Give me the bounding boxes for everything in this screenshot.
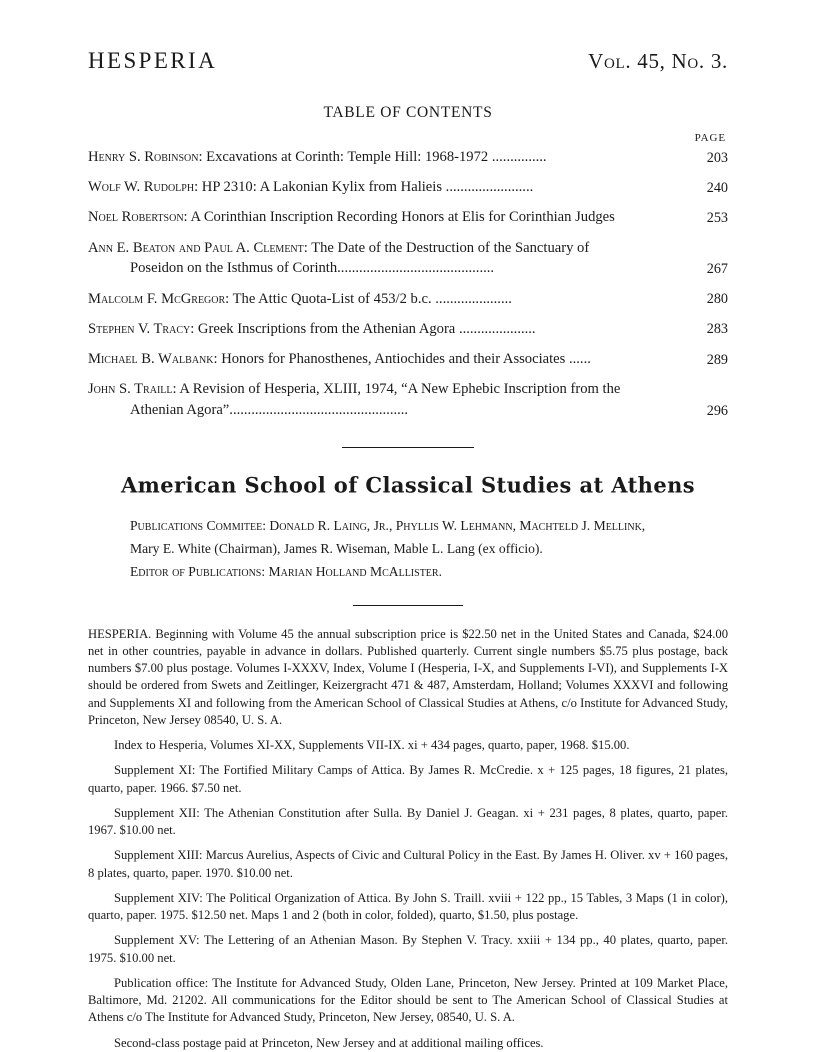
toc-entry-title: : HP 2310: A Lakonian Kylix from Halieis (194, 179, 443, 196)
toc-entry-author: John S. Traill (88, 381, 173, 398)
supplement-xiv-listing: Supplement XIV: The Political Organization of Attica. By John S. Traill. xviii + 122 pp., 15 Tables, 3 Maps (1 in color), quarto, paper. 1975. $12.50 net. Maps 1 and 2 (both in color, folded), quarto, $1.50, plus postage. (88, 890, 728, 923)
toc-leader-dots: ..................... (435, 290, 512, 307)
index-listing: Index to Hesperia, Volumes XI-XX, Supplements VII-IX. xi + 434 pages, quarto, paper, 1968. $15.00. (114, 738, 630, 753)
table-of-contents-heading: TABLE OF CONTENTS (323, 104, 493, 121)
toc-entry-text (88, 207, 694, 228)
notices-block (88, 626, 728, 1052)
supplement-xii-listing: Supplement XII: The Athenian Constitution after Sulla. By Daniel J. Geagan. xi + 231 pages, 8 plates, quarto, paper. 1967. $10.00 net. (88, 805, 728, 838)
publication-office-notice: Publication office: The Institute for Advanced Study, Olden Lane, Princeton, New Jersey. Printed at 109 Market Place, Baltimore, Md. 21202. All communications for the Editor should be sent to The American School of Classical Studies at Athens c/o The Institute for Advanced Study, Princeton, New Jersey, 08540, U. S. A. (88, 975, 728, 1025)
toc-entry[interactable] (88, 349, 728, 370)
toc-entry-author: Noel Robertson (88, 209, 184, 226)
toc-entry-title: : Greek Inscriptions from the Athenian Agora (190, 320, 456, 337)
toc-entry-text (88, 177, 694, 198)
toc-entry[interactable] (88, 379, 728, 420)
toc-entry-text (88, 319, 694, 340)
toc-entry-title: : The Attic Quota-List of 453/2 b.c. (225, 290, 432, 307)
toc-entry-text (88, 379, 694, 420)
divider-rule-secondary (353, 605, 463, 606)
toc-entry-author: Stephen V. Tracy (88, 320, 191, 337)
toc-entry-author: Michael B. Walbank (88, 351, 214, 368)
toc-entry[interactable] (88, 289, 728, 310)
supplement-xiii-listing: Supplement XIII: Marcus Aurelius, Aspects of Civic and Cultural Policy in the East. By James H. Oliver. xv + 160 pages, 8 plates, quarto, paper. 1970. $10.00 net. (88, 848, 728, 880)
subscription-notice: HESPERIA. Beginning with Volume 45 the annual subscription price is $22.50 net in the United States and Canada, $24.00 net in other countries, payable in advance in dollars. Published quarterly. Current single numbers $5.75 plus postage, back numbers $7.00 plus postage. Volumes I-XXXV, Index, Volume I (Hesperia, I-X, and Supplements I-VI), and Supplements I-X should be ordered from Swets and Zeitlinger, Keizergracht 471 & 487, Amsterdam, Holland; Volumes XXXVI and following and Supplements XI and following from the American School of Classical Studies at Athens, c/o Institute for Advanced Study, Princeton, New Jersey 08540, U. S. A. (88, 626, 728, 727)
committee-line-1: Publications Commitee: Donald R. Laing, Jr., Phyllis W. Lehmann, Machteld J. Mellink, (130, 517, 646, 533)
toc-leader-dots: ........................................... (337, 260, 495, 277)
toc-entry-page: 203 (706, 149, 728, 166)
toc-leader-dots: ............... (491, 149, 547, 165)
toc-entry-page: 253 (706, 210, 728, 226)
toc-entry[interactable] (88, 147, 728, 168)
toc-entry-page: 280 (706, 291, 728, 308)
toc-entry-author: Henry S. Robinson (88, 149, 199, 165)
toc-entry[interactable] (88, 177, 728, 198)
toc-entry[interactable] (88, 238, 728, 279)
masthead (88, 48, 728, 74)
page-column-header: PAGE (694, 132, 726, 144)
toc-entry-text (88, 289, 694, 310)
toc-entry-author: Wolf W. Rudolph (88, 179, 195, 196)
toc-entry-title: : A Corinthian Inscription Recording Honors at Elis for Corinthian Judges (183, 209, 615, 226)
toc-leader-dots: ...... (568, 351, 591, 368)
postage-notice: Second-class postage paid at Princeton, New Jersey and at additional mailing offices. (114, 1035, 544, 1050)
toc-entry-title: : Excavations at Corinth: Temple Hill: 1968-1972 (198, 149, 489, 165)
toc-entry[interactable] (88, 319, 728, 340)
toc-entry-text (88, 349, 694, 370)
toc-entry-text (88, 147, 694, 168)
school-name: American School of Classical Studies at Athens (120, 471, 696, 498)
committee-line-3: Editor of Publications: Marian Holland McAllister. (130, 563, 442, 579)
publications-committee (88, 515, 728, 583)
table-of-contents-list (88, 147, 728, 421)
supplement-xv-listing: Supplement XV: The Lettering of an Athenian Mason. By Stephen V. Tracy. xxiii + 134 pp., 40 plates, quarto, paper. 1975. $10.00 net. (88, 933, 728, 965)
toc-entry-title: : A Revision of Hesperia, XLIII, 1974, “A New Ephebic Inscription from the (172, 381, 621, 398)
committee-line-2: Mary E. White (Chairman), James R. Wiseman, Mable L. Lang (ex officio). (130, 540, 543, 556)
toc-entry-text (88, 238, 694, 279)
toc-entry-page: 296 (706, 402, 728, 419)
toc-entry-continuation: Poseidon on the Isthmus of Corinth........................................... (130, 260, 495, 277)
toc-leader-dots: ................................................. (229, 401, 409, 418)
toc-entry-title: : Honors for Phanosthenes, Antiochides and their Associates (213, 351, 566, 368)
journal-title: HESPERIA (88, 48, 218, 73)
toc-entry-title: : The Date of the Destruction of the Sanctuary of (303, 239, 590, 256)
toc-entry-author: Ann E. Beaton and Paul A. Clement (88, 239, 304, 256)
divider-rule (342, 447, 474, 448)
toc-entry-page: 289 (706, 351, 728, 368)
toc-entry-page: 240 (706, 179, 728, 196)
toc-leader-dots: ........................ (445, 179, 534, 196)
toc-entry-continuation: Athenian Agora”................................................. (130, 401, 409, 418)
supplement-xi-listing: Supplement XI: The Fortified Military Camps of Attica. By James R. McCredie. x + 125 pages, 18 figures, 21 plates, quarto, paper. 1966. $7.50 net. (88, 763, 728, 795)
toc-entry-page: 283 (706, 321, 728, 338)
toc-leader-dots: ..................... (458, 320, 536, 337)
toc-entry[interactable] (88, 207, 728, 228)
toc-entry-author: Malcolm F. McGregor (88, 290, 226, 307)
volume-number: Vol. 45, No. 3. (588, 49, 728, 73)
toc-entry-page: 267 (706, 260, 728, 277)
